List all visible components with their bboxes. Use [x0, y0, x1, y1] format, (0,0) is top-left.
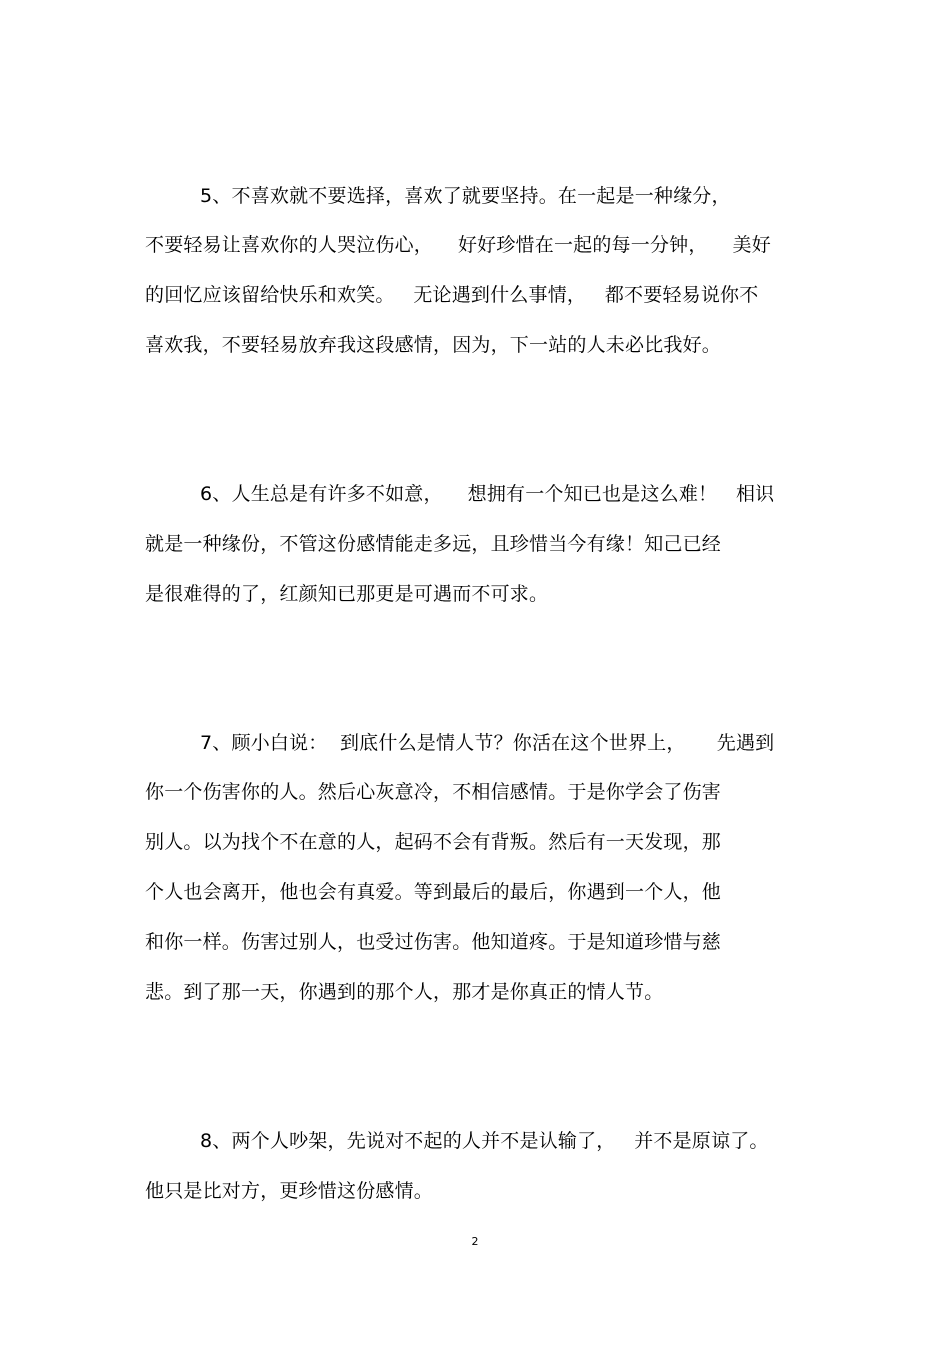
paragraph-5-line-4: 喜欢我，不要轻易放弃我这段感情，因为，下一站的人未必比我好。 — [145, 334, 722, 356]
paragraph-6-line-1: 6、人生总是有许多不如意， 想拥有一个知已也是这么难！ 相识 — [200, 483, 775, 505]
paragraph-5-line-2: 不要轻易让喜欢你的人哭泣伤心， 好好珍惜在一起的每一分钟， 美好 — [145, 234, 771, 256]
paragraph-5-line-1: 5、不喜欢就不要选择，喜欢了就要坚持。在一起是一种缘分， — [200, 185, 731, 207]
paragraph-6-line-2: 就是一种缘份，不管这份感情能走多远，且珍惜当今有缘！知己已经 — [145, 533, 722, 555]
paragraph-5-line-3: 的回忆应该留给快乐和欢笑。 无论遇到什么事情， 都不要轻易说你不 — [145, 284, 759, 306]
paragraph-8-line-2: 他只是比对方，更珍惜这份感情。 — [145, 1180, 434, 1202]
paragraph-7-line-6: 悲。到了那一天，你遇到的那个人，那才是你真正的情人节。 — [145, 981, 664, 1003]
paragraph-7-line-3: 别人。以为找个不在意的人，起码不会有背叛。然后有一天发现，那 — [145, 831, 722, 853]
paragraph-7-line-2: 你一个伤害你的人。然后心灰意冷，不相信感情。于是你学会了伤害 — [145, 781, 722, 803]
paragraph-7-line-1: 7、顾小白说： 到底什么是情人节？你活在这个世界上， 先遇到 — [200, 732, 775, 754]
paragraph-6-line-3: 是很难得的了，红颜知已那更是可遇而不可求。 — [145, 583, 549, 605]
paragraph-7-line-5: 和你一样。伤害过别人，也受过伤害。他知道疼。于是知道珍惜与慈 — [145, 931, 722, 953]
paragraph-8-line-1: 8、两个人吵架，先说对不起的人并不是认输了， 并不是原谅了。 — [200, 1130, 769, 1152]
page-number: 2 — [471, 1235, 479, 1248]
paragraph-7-line-4: 个人也会离开，他也会有真爱。等到最后的最后，你遇到一个人，他 — [145, 881, 722, 903]
